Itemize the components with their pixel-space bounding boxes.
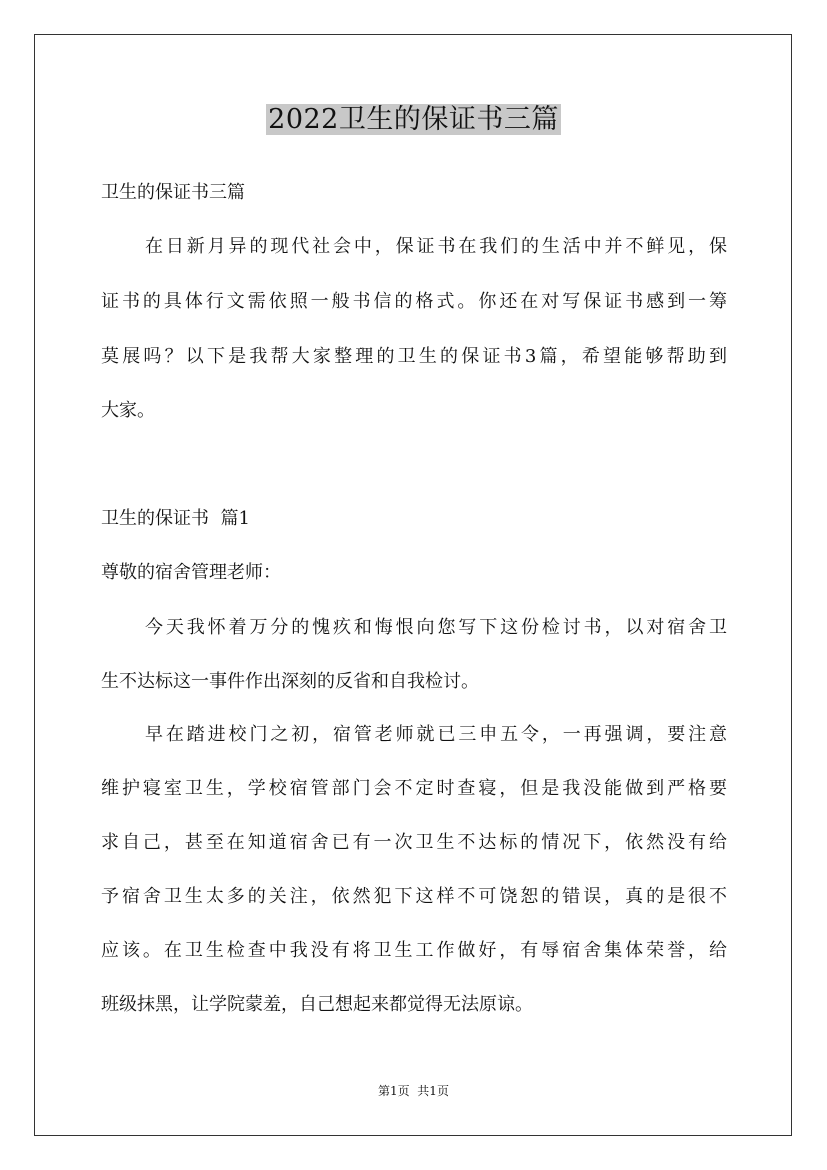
intro-line: 在日新月异的现代社会中，保证书在我们的生活中并不鲜见，保 (145, 236, 727, 257)
page-number-footer: 第1页 共1页 (378, 1084, 449, 1098)
intro-line: 莫展吗？以下是我帮大家整理的卫生的保证书3篇，希望能够帮助到 (101, 346, 727, 367)
paragraph-line: 早在踏进校门之初，宿管老师就已三申五令，一再强调，要注意 (145, 724, 727, 745)
paragraph-line: 维护寝室卫生，学校宿管部门会不定时查寝，但是我没能做到严格要 (101, 778, 727, 799)
salutation: 尊敬的宿舍管理老师： (101, 562, 281, 583)
document-title: 2022卫生的保证书三篇 (268, 104, 559, 135)
paragraph-line: 予宿舍卫生太多的关注，依然犯下这样不可饶恕的错误，真的是很不 (101, 886, 727, 907)
paragraph-line: 今天我怀着万分的愧疚和悔恨向您写下这份检讨书，以对宿舍卫 (145, 617, 727, 638)
intro-heading: 卫生的保证书三篇 (101, 182, 245, 203)
intro-line: 证书的具体行文需依照一般书信的格式。你还在对写保证书感到一筹 (101, 291, 727, 312)
paragraph-line: 班级抹黑，让学院蒙羞，自己想起来都觉得无法原谅。 (101, 994, 533, 1015)
paragraph-line: 生不达标这一事件作出深刻的反省和自我检讨。 (101, 671, 479, 692)
paragraph-line: 求自己，甚至在知道宿舍已有一次卫生不达标的情况下，依然没有给 (101, 832, 727, 853)
section-heading: 卫生的保证书 篇1 (101, 508, 250, 529)
paragraph-line: 应该。在卫生检查中我没有将卫生工作做好，有辱宿舍集体荣誉，给 (101, 940, 727, 961)
intro-line: 大家。 (101, 400, 155, 421)
